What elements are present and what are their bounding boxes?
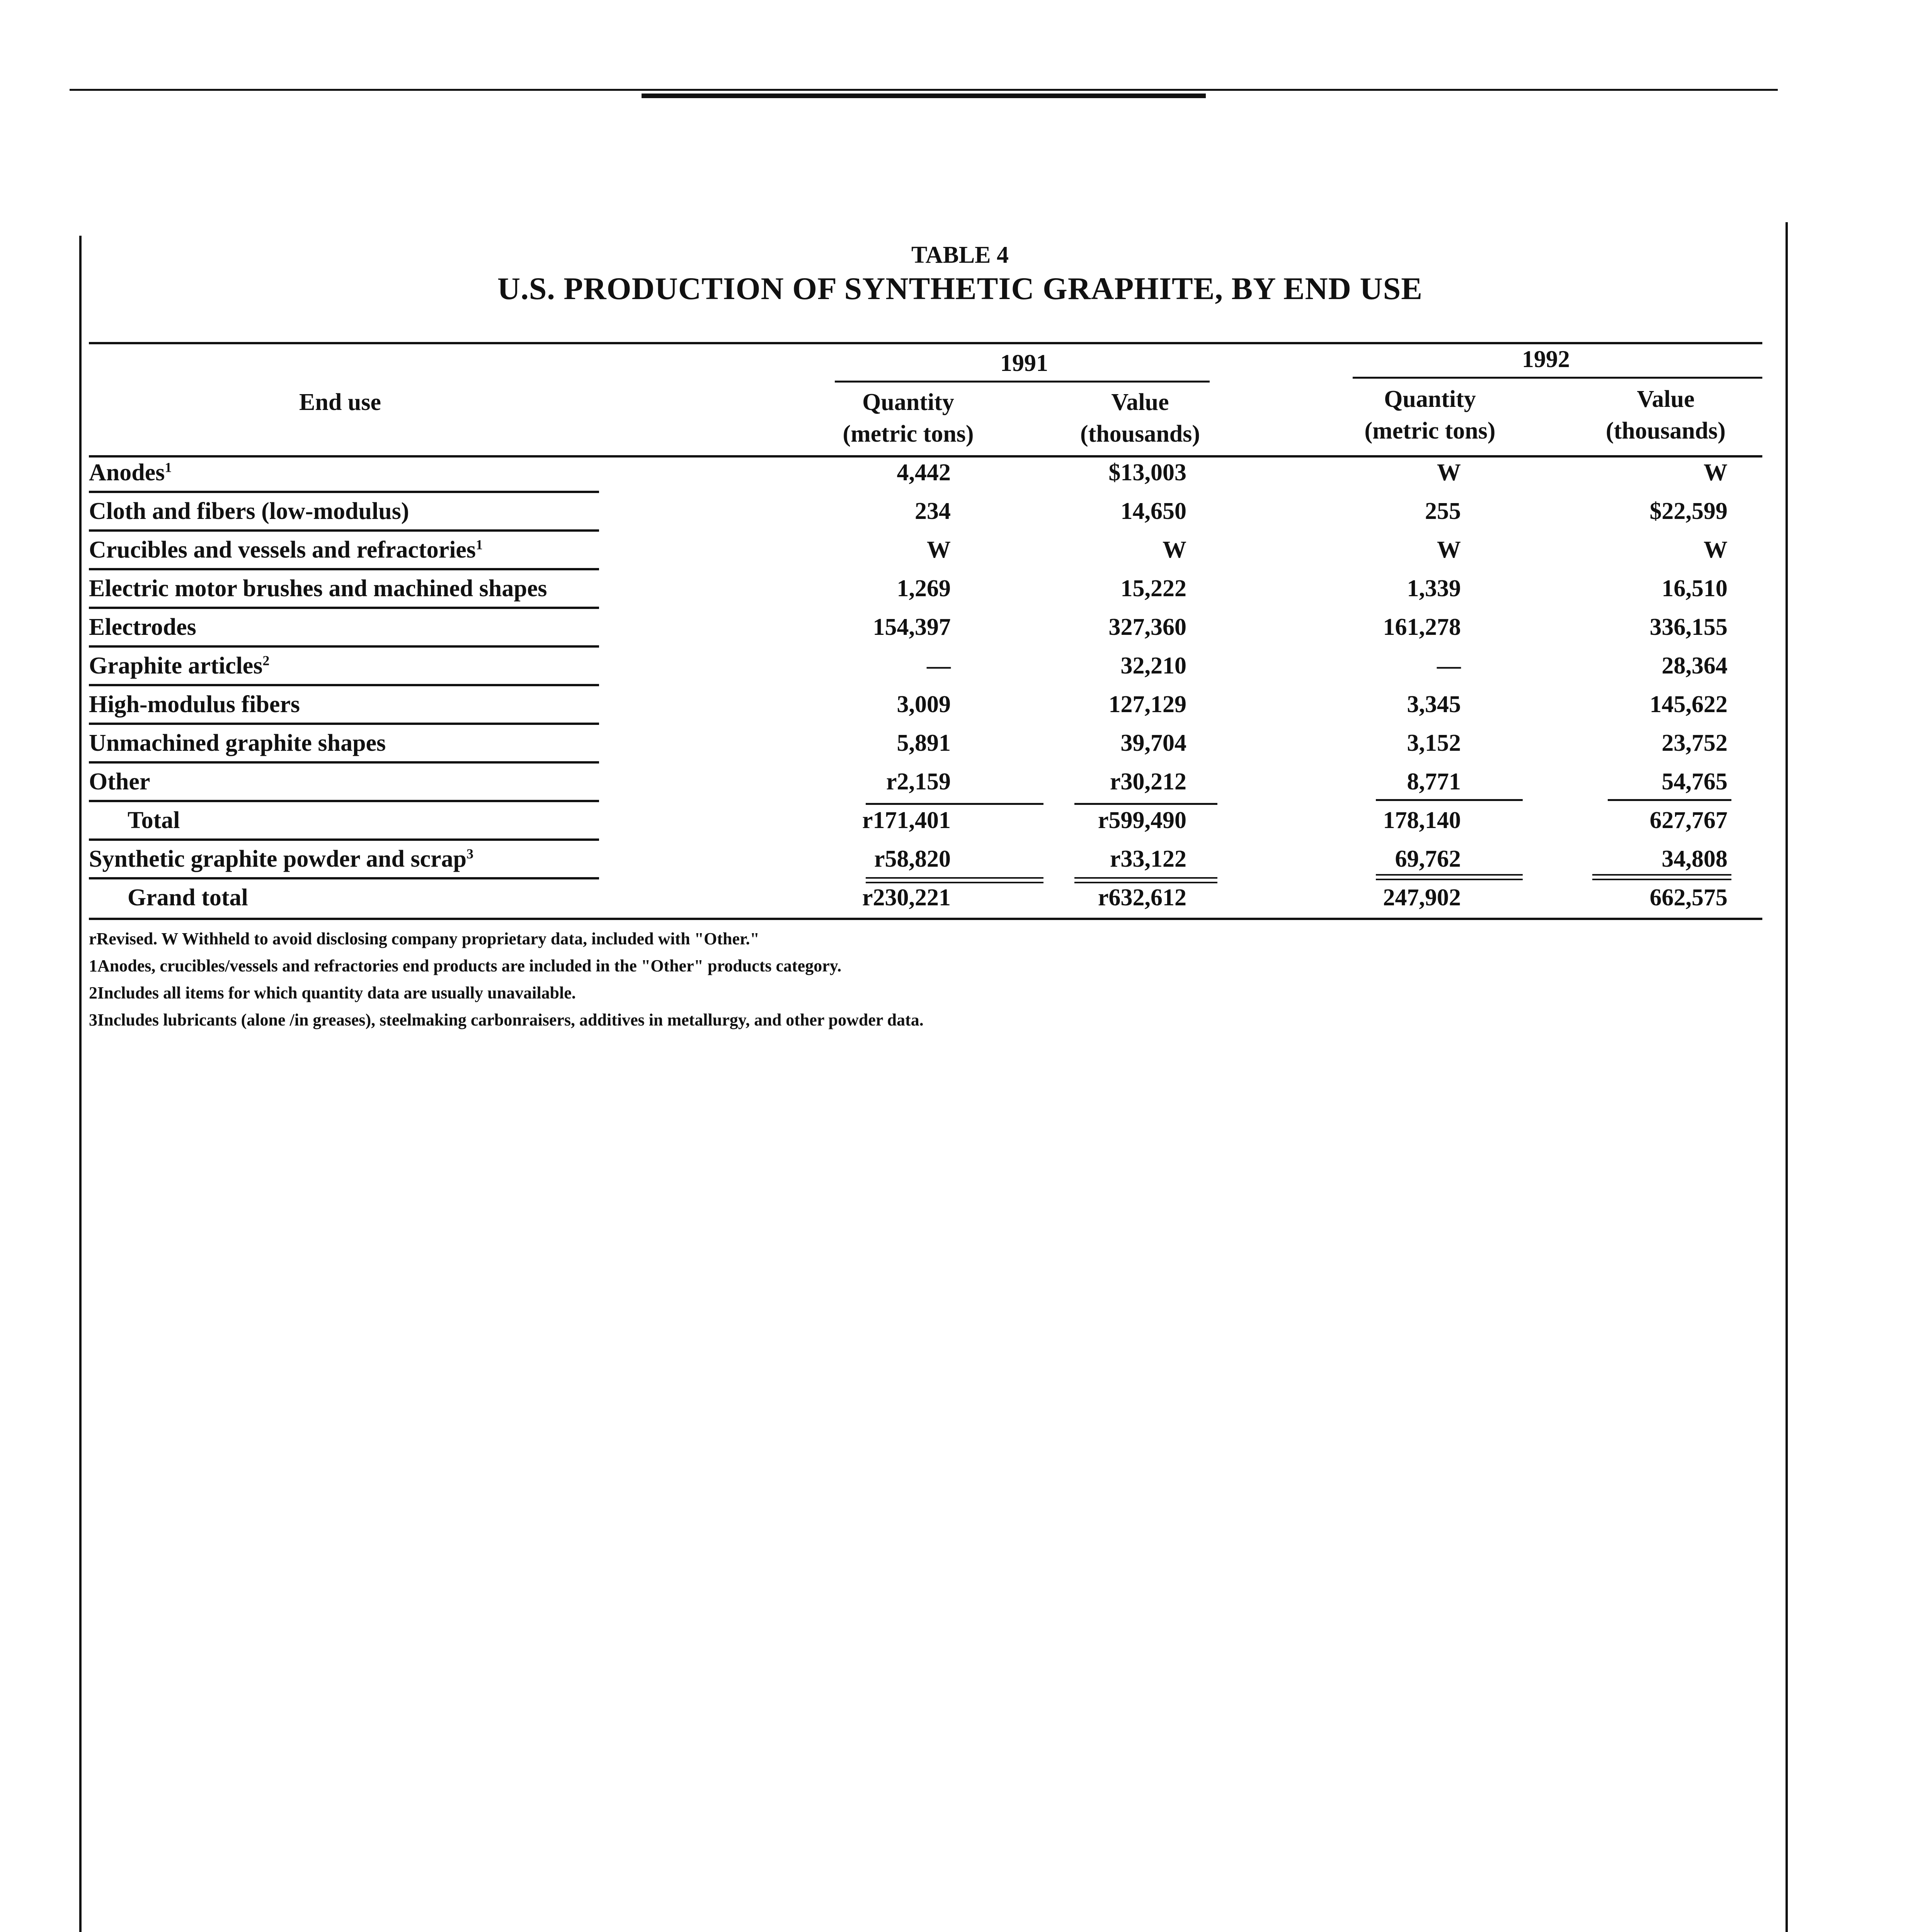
header-quantity-label: Quantity <box>862 389 954 415</box>
header-quantity-label: Quantity <box>1384 386 1476 412</box>
cell-v1991: 39,704 <box>1120 730 1186 756</box>
row-label <box>89 536 483 564</box>
table-row <box>89 456 1762 495</box>
cell-v1992: 34,808 <box>1661 846 1728 872</box>
cell-v1992: W <box>1704 537 1728 563</box>
row-underline <box>89 838 599 841</box>
table-row <box>89 765 1762 804</box>
row-label <box>89 652 269 680</box>
row-label <box>89 498 409 525</box>
cell-q1992: 1,339 <box>1407 575 1461 602</box>
row-underline <box>89 877 599 879</box>
row-label-text: Other <box>89 769 150 795</box>
cell-v1992: $22,599 <box>1649 498 1728 524</box>
table-row <box>89 611 1762 649</box>
year-1991-rule <box>835 381 1210 383</box>
header-quantity-unit: (metric tons) <box>843 421 974 447</box>
row-label-text: Graphite articles <box>89 653 263 679</box>
row-label-text: Total <box>128 807 180 833</box>
year-1992-rule <box>1353 377 1762 379</box>
header-value-1992 <box>1569 383 1762 447</box>
row-label <box>89 575 547 602</box>
footnotes <box>89 925 924 1034</box>
row-underline <box>89 723 599 725</box>
header-value-unit: (thousands) <box>1605 418 1726 444</box>
cell-v1992: 627,767 <box>1649 807 1728 833</box>
cell-q1991: 234 <box>915 498 951 524</box>
cell-v1992: 23,752 <box>1661 730 1728 756</box>
cell-v1992: 336,155 <box>1649 614 1728 640</box>
grand-line-v1991b <box>1074 882 1217 883</box>
header-top-rule <box>89 342 1762 344</box>
cell-v1992: 54,765 <box>1661 769 1728 795</box>
cell-v1992: 28,364 <box>1661 653 1728 679</box>
cell-v1991: r33,122 <box>1110 846 1186 872</box>
cell-v1991: 15,222 <box>1120 575 1186 602</box>
row-label-text: Synthetic graphite powder and scrap <box>89 846 467 872</box>
cell-v1992: 16,510 <box>1661 575 1728 602</box>
cell-v1991: $13,003 <box>1108 459 1186 486</box>
row-label <box>89 730 386 757</box>
grand-line-q1991 <box>866 877 1043 879</box>
row-label-text: Grand total <box>128 884 248 911</box>
table-row <box>89 533 1762 572</box>
header-value-1991 <box>1043 386 1237 450</box>
grand-line-v1992b <box>1592 879 1731 880</box>
row-label-text: Anodes <box>89 459 165 486</box>
row-underline <box>89 800 599 802</box>
cell-q1992: 69,762 <box>1395 846 1461 872</box>
row-label <box>128 884 248 912</box>
grand-line-q1992b <box>1376 879 1523 880</box>
cell-q1992: 178,140 <box>1383 807 1461 833</box>
row-label-text: Electric motor brushes and machined shapes <box>89 575 547 602</box>
cell-v1991: r599,490 <box>1098 807 1186 833</box>
row-underline <box>89 607 599 609</box>
cell-q1991: — <box>927 653 951 679</box>
cell-v1992: 662,575 <box>1649 884 1728 911</box>
table-row <box>89 881 1762 920</box>
row-label <box>89 614 196 641</box>
header-quantity-1992 <box>1333 383 1527 447</box>
row-underline <box>89 568 599 570</box>
header-value-label: Value <box>1637 386 1695 412</box>
header-end-use: End use <box>299 389 381 415</box>
cell-q1991: 4,442 <box>897 459 951 486</box>
header-value-unit: (thousands) <box>1080 421 1200 447</box>
footnote: 1Anodes, crucibles/vessels and refractories end products are included in the "Other" products category. <box>89 956 842 975</box>
row-underline <box>89 529 599 532</box>
sum-line-v1991 <box>1074 803 1217 805</box>
cell-q1991: r230,221 <box>862 884 951 911</box>
footnote-marker: 3 <box>466 846 474 862</box>
footnote-marker: 1 <box>476 537 483 553</box>
row-underline <box>89 491 599 493</box>
table-title: U.S. PRODUCTION OF SYNTHETIC GRAPHITE, BY END USE <box>497 271 1423 306</box>
cell-q1991: W <box>927 537 951 563</box>
footnote: 2Includes all items for which quantity data are usually unavailable. <box>89 983 576 1002</box>
cell-q1992: 3,152 <box>1407 730 1461 756</box>
grand-line-v1991 <box>1074 877 1217 879</box>
grand-line-v1992 <box>1592 874 1731 876</box>
cell-q1991: r58,820 <box>874 846 951 872</box>
footnote: 3Includes lubricants (alone /in greases), steelmaking carbonraisers, additives in metallurgy, and other powder data. <box>89 1010 924 1029</box>
table-number: TABLE 4 <box>911 242 1009 268</box>
footnote-marker: 2 <box>262 653 270 668</box>
cell-v1991: 32,210 <box>1120 653 1186 679</box>
year-1992: 1992 <box>1522 346 1570 372</box>
cell-v1991: 127,129 <box>1108 691 1186 718</box>
cell-q1992: 3,345 <box>1407 691 1461 718</box>
row-label-text: High-modulus fibers <box>89 691 300 718</box>
footnote-marker: 1 <box>165 459 172 475</box>
cell-q1991: r171,401 <box>862 807 951 833</box>
cell-v1992: W <box>1704 459 1728 486</box>
row-label-text: Electrodes <box>89 614 196 640</box>
top-rule-thick <box>642 94 1206 98</box>
cell-v1991: r30,212 <box>1110 769 1186 795</box>
cell-q1992: 8,771 <box>1407 769 1461 795</box>
row-label <box>89 768 150 796</box>
row-label-text: Cloth and fibers (low-modulus) <box>89 498 409 524</box>
sum-line-q1992 <box>1376 799 1523 801</box>
header-value-label: Value <box>1111 389 1169 415</box>
row-underline <box>89 684 599 686</box>
cell-q1992: W <box>1437 459 1461 486</box>
cell-q1992: — <box>1437 653 1461 679</box>
row-underline <box>89 645 599 648</box>
grand-line-q1991b <box>866 882 1043 883</box>
table-row <box>89 649 1762 688</box>
header-quantity-unit: (metric tons) <box>1364 418 1496 444</box>
cell-q1992: 247,902 <box>1383 884 1461 911</box>
row-label <box>128 807 180 834</box>
header-quantity-1991 <box>812 386 1005 450</box>
cell-v1991: W <box>1163 537 1186 563</box>
table-row <box>89 804 1762 842</box>
table-row <box>89 688 1762 726</box>
left-frame-line <box>79 236 82 1932</box>
grand-line-q1992 <box>1376 874 1523 876</box>
sum-line-q1991 <box>866 803 1043 805</box>
row-underline <box>89 761 599 764</box>
cell-q1992: 161,278 <box>1383 614 1461 640</box>
right-frame-line <box>1786 222 1788 1932</box>
cell-q1991: 5,891 <box>897 730 951 756</box>
table-row <box>89 572 1762 611</box>
footnote: rRevised. W Withheld to avoid disclosing company proprietary data, included with "Other." <box>89 929 759 948</box>
cell-v1992: 145,622 <box>1649 691 1728 718</box>
row-label-text: Unmachined graphite shapes <box>89 730 386 756</box>
row-label-text: Crucibles and vessels and refractories <box>89 537 476 563</box>
cell-q1991: 154,397 <box>873 614 951 640</box>
cell-q1991: 1,269 <box>897 575 951 602</box>
year-1991: 1991 <box>1000 350 1048 376</box>
cell-v1991: 14,650 <box>1120 498 1186 524</box>
cell-v1991: 327,360 <box>1108 614 1186 640</box>
row-label <box>89 845 473 873</box>
sum-line-v1992 <box>1608 799 1731 801</box>
row-label <box>89 459 172 486</box>
cell-v1991: r632,612 <box>1098 884 1186 911</box>
row-label <box>89 691 300 718</box>
cell-q1991: 3,009 <box>897 691 951 718</box>
cell-q1992: 255 <box>1425 498 1461 524</box>
table-bottom-rule <box>89 918 1762 920</box>
cell-q1992: W <box>1437 537 1461 563</box>
top-rule <box>70 89 1778 91</box>
cell-q1991: r2,159 <box>886 769 951 795</box>
table-row <box>89 495 1762 533</box>
table-row <box>89 726 1762 765</box>
